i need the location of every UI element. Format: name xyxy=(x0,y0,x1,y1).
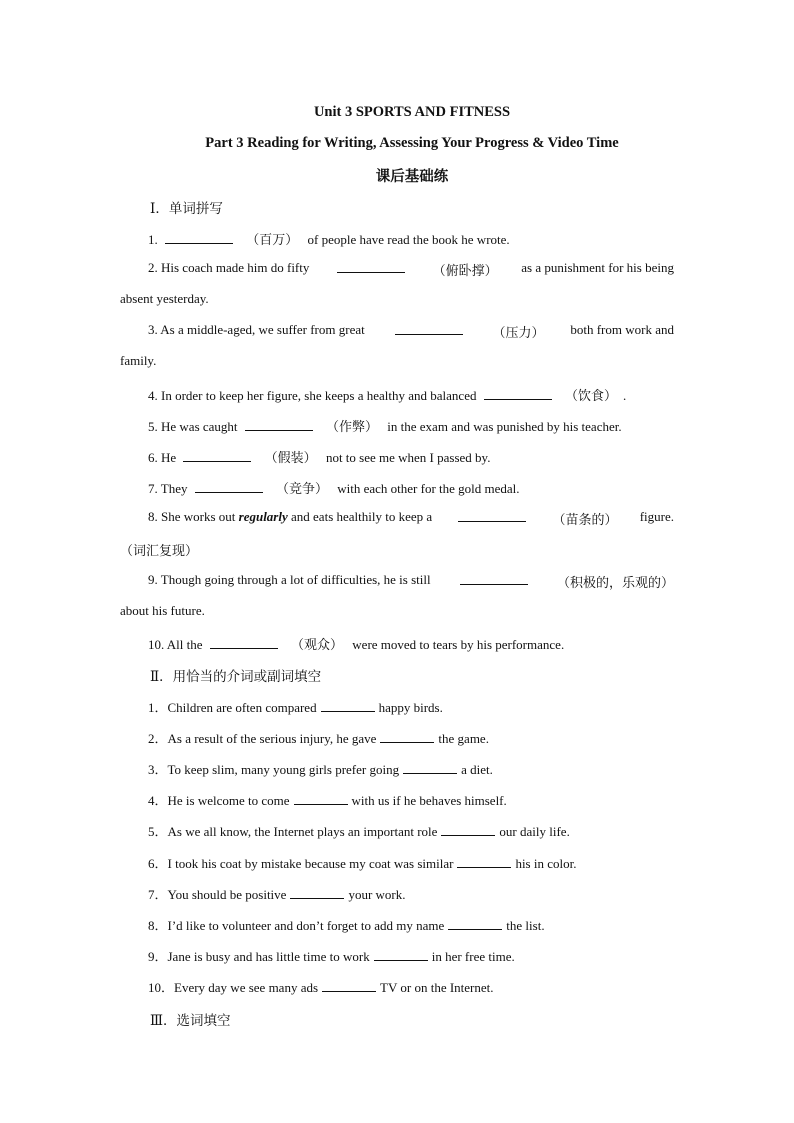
item-text: figure. xyxy=(639,509,674,524)
item-text: were moved to tears by his performance. xyxy=(352,637,565,652)
answer-blank[interactable] xyxy=(337,260,405,273)
answer-blank[interactable] xyxy=(294,792,348,805)
answer-blank[interactable] xyxy=(322,979,376,992)
page-title: Unit 3 SPORTS AND FITNESS xyxy=(313,104,511,120)
hint: （观众） xyxy=(291,637,344,652)
hint: （竞争） xyxy=(275,481,328,496)
s1-item-9 xyxy=(148,572,674,591)
answer-blank[interactable] xyxy=(484,387,552,400)
answer-blank[interactable] xyxy=(321,699,375,712)
answer-blank[interactable] xyxy=(245,418,313,431)
item-text: 9. Though going through a lot of difficulties, he is still xyxy=(148,572,431,587)
s2-item-3: 3．To keep slim, many young girls prefer going a diet. xyxy=(148,762,493,777)
s2-item-7: 7．You should be positive your work. xyxy=(148,887,406,902)
item-text: 6. He xyxy=(148,450,177,465)
s1-item-2-cont: absent yesterday. xyxy=(120,291,209,306)
s1-item-9-cont: about his future. xyxy=(120,603,205,618)
item-text: of people have read the book he wrote. xyxy=(307,232,510,247)
s1-item-2 xyxy=(148,260,674,279)
s1-item-8-cont: （词汇复现） xyxy=(120,543,199,558)
item-text: . xyxy=(623,388,627,403)
item-text: not to see me when I passed by. xyxy=(325,450,491,465)
item-text: both from work and xyxy=(570,322,674,337)
hint: （苗条的） xyxy=(552,512,618,527)
s2-item-10: 10．Every day we see many ads TV or on the Internet. xyxy=(148,980,494,995)
s1-item-1 xyxy=(148,229,510,248)
item-text: 4. In order to keep her figure, she keeps a healthy and balanced xyxy=(148,388,477,403)
item-text: 10. All the xyxy=(148,637,203,652)
s2-item-2: 2．As a result of the serious injury, he gave the game. xyxy=(148,731,489,746)
item-text: 5. He was caught xyxy=(148,419,238,434)
answer-blank[interactable] xyxy=(165,231,233,244)
answer-blank[interactable] xyxy=(460,572,528,585)
answer-blank[interactable] xyxy=(403,761,457,774)
answer-blank[interactable] xyxy=(395,322,463,335)
item-text: 8. She works out regularly and eats healthily to keep a xyxy=(148,509,433,524)
hint: （积极的，乐观的） xyxy=(556,575,674,590)
item-text: with each other for the gold medal. xyxy=(337,481,520,496)
s1-item-10 xyxy=(148,634,564,653)
page-subtitle: Part 3 Reading for Writing, Assessing Your Progress & Video Time xyxy=(205,135,619,151)
s1-item-5 xyxy=(148,416,622,435)
s1-item-4 xyxy=(148,385,626,404)
answer-blank[interactable] xyxy=(448,917,502,930)
s1-item-3 xyxy=(148,322,674,341)
s2-item-9: 9．Jane is busy and has little time to work in her free time. xyxy=(148,949,515,964)
answer-blank[interactable] xyxy=(210,636,278,649)
section-1-heading: Ⅰ．单词拼写 xyxy=(150,201,223,216)
answer-blank[interactable] xyxy=(195,480,263,493)
emphasized-word: regularly xyxy=(238,509,288,524)
page-subtitle-cn: 课后基础练 xyxy=(375,169,449,185)
item-text: in the exam and was punished by his teacher. xyxy=(387,419,622,434)
answer-blank[interactable] xyxy=(441,823,495,836)
section-2-heading: Ⅱ．用恰当的介词或副词填空 xyxy=(150,669,322,684)
s2-item-1: 1．Children are often compared happy birds. xyxy=(148,700,443,715)
s1-item-3-cont: family. xyxy=(120,353,157,368)
item-text: 3. As a middle-aged, we suffer from great xyxy=(148,322,365,337)
section-3-heading: Ⅲ．选词填空 xyxy=(150,1013,231,1028)
s2-item-6: 6．I took his coat by mistake because my coat was similar his in color. xyxy=(148,856,577,871)
s2-item-5: 5．As we all know, the Internet plays an important role our daily life. xyxy=(148,824,570,839)
s2-item-4: 4．He is welcome to come with us if he behaves himself. xyxy=(148,793,507,808)
answer-blank[interactable] xyxy=(458,509,526,522)
item-number: 1. xyxy=(148,232,158,247)
item-text: 2. His coach made him do fifty xyxy=(148,260,310,275)
answer-blank[interactable] xyxy=(290,886,344,899)
hint: （作弊） xyxy=(326,419,379,434)
hint: （压力） xyxy=(492,325,545,340)
item-text: as a punishment for his being xyxy=(521,260,674,275)
hint: （饮食） xyxy=(564,388,617,403)
hint: （俯卧撑） xyxy=(432,263,498,278)
answer-blank[interactable] xyxy=(457,855,511,868)
item-text: 7. They xyxy=(148,481,188,496)
answer-blank[interactable] xyxy=(374,948,428,961)
s1-item-8 xyxy=(148,509,674,528)
hint: （百万） xyxy=(246,232,299,247)
answer-blank[interactable] xyxy=(380,730,434,743)
s1-item-6 xyxy=(148,447,490,466)
answer-blank[interactable] xyxy=(183,449,251,462)
hint: （假装） xyxy=(264,450,317,465)
s2-item-8: 8．I’d like to volunteer and don’t forget to add my name the list. xyxy=(148,918,545,933)
s1-item-7 xyxy=(148,478,520,497)
